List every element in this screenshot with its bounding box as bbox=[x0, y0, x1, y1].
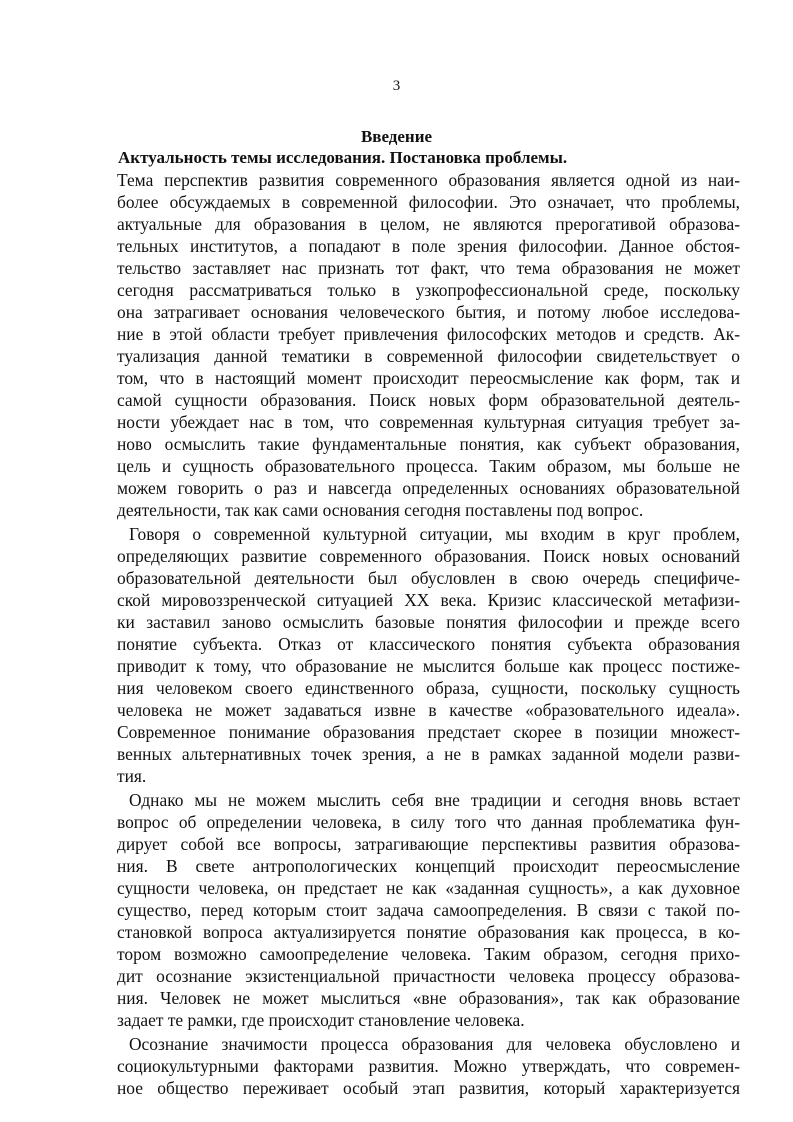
text-line: дирует собой все вопросы, затрагивающие перспективы развития образова- bbox=[117, 834, 740, 854]
text-line: приводит к тому, что образование не мыслится больше как процесс постиже- bbox=[117, 656, 740, 676]
section-heading: Введение bbox=[360, 127, 433, 146]
text-line: дит осознание экзистенциальной причастности человека процессу образова- bbox=[117, 966, 740, 986]
text-line: ное общество переживает особый этап развития, который характеризуется bbox=[117, 1078, 740, 1098]
text-line: более обсуждаемых в современной философии. Это означает, что проблемы, bbox=[117, 192, 740, 212]
text-line: понятие субъекта. Отказ от классического понятия субъекта образования bbox=[117, 634, 740, 654]
text-line: цель и сущность образовательного процесса. Таким образом, мы больше не bbox=[117, 456, 740, 476]
paragraph bbox=[117, 523, 740, 787]
text-line: становкой вопроса актуализируется понятие образования как процесса, в ко- bbox=[117, 922, 740, 942]
paragraph bbox=[117, 789, 740, 1031]
text-line: она затрагивает основания человеческого бытия, и потому любое исследова- bbox=[117, 302, 740, 322]
text-line: Говоря о современной культурной ситуации, мы входим в круг проблем, bbox=[129, 524, 740, 544]
body-text bbox=[117, 169, 740, 1099]
text-line: Осознание значимости процесса образования для человека обусловлено и bbox=[129, 1034, 740, 1054]
text-line: тия. bbox=[117, 766, 147, 786]
text-line: ния. В свете антропологических концепций происходит переосмысление bbox=[117, 856, 740, 876]
text-line: туализация данной тематики в современной философии свидетельствует о bbox=[117, 346, 740, 366]
page-number: 3 bbox=[392, 78, 401, 94]
text-line: ново осмыслить такие фундаментальные понятия, как субъект образования, bbox=[117, 434, 740, 454]
text-line: тельство заставляет нас признать тот факт, что тема образования не может bbox=[117, 258, 740, 278]
text-line: социокультурными факторами развития. Можно утверждать, что современ- bbox=[117, 1056, 740, 1076]
text-line: вопрос об определении человека, в силу того что данная проблематика фун- bbox=[117, 812, 740, 832]
text-line: ности убеждает нас в том, что современная культурная ситуация требует за- bbox=[117, 412, 740, 432]
text-line: Тема перспектив развития современного образования является одной из наи- bbox=[117, 170, 740, 190]
text-line: существо, перед которым стоит задача самоопределения. В связи с такой по- bbox=[117, 900, 740, 920]
text-line: актуальные для образования в целом, не являются прерогативой образова- bbox=[117, 214, 740, 234]
paragraph bbox=[117, 169, 740, 521]
text-line: сущности человека, он предстает не как «заданная сущность», а как духовное bbox=[117, 878, 740, 898]
text-line: самой сущности образования. Поиск новых форм образовательной деятель- bbox=[117, 390, 740, 410]
text-line: ки заставил заново осмыслить базовые понятия философии и прежде всего bbox=[117, 612, 740, 632]
text-line: ния. Человек не может мыслиться «вне образования», так как образование bbox=[117, 988, 740, 1008]
text-line: сегодня рассматриваться только в узкопрофессиональной среде, поскольку bbox=[117, 280, 740, 300]
text-line: образовательной деятельности был обусловлен в свою очередь специфиче- bbox=[117, 568, 740, 588]
text-line: можем говорить о раз и навсегда определенных основаниях образовательной bbox=[117, 478, 740, 498]
text-line: деятельности, так как сами основания сегодня поставлены под вопрос. bbox=[117, 500, 644, 520]
text-line: Однако мы не можем мыслить себя вне традиции и сегодня вновь встает bbox=[129, 790, 740, 810]
text-line: тельных институтов, а попадают в поле зрения философии. Данное обстоя- bbox=[117, 236, 740, 256]
text-line: венных альтернативных точек зрения, а не в рамках заданной модели разви- bbox=[117, 744, 740, 764]
paragraph bbox=[117, 1033, 740, 1099]
text-line: задает те рамки, где происходит становление человека. bbox=[117, 1010, 525, 1030]
text-line: тором возможно самоопределение человека. Таким образом, сегодня прихо- bbox=[117, 944, 740, 964]
section-subheading: Актуальность темы исследования. Постановка проблемы. bbox=[118, 148, 568, 167]
text-line: Современное понимание образования предстает скорее в позиции множест- bbox=[117, 722, 740, 742]
text-line: том, что в настоящий момент происходит переосмысление как форм, так и bbox=[117, 368, 740, 388]
text-line: человека не может задаваться извне в качестве «образовательного идеала». bbox=[117, 700, 740, 720]
text-line: ской мировоззренческой ситуацией XX века. Кризис классической метафизи- bbox=[117, 590, 740, 610]
text-line: определяющих развитие современного образования. Поиск новых оснований bbox=[117, 546, 740, 566]
text-line: ние в этой области требует привлечения философских методов и средств. Ак- bbox=[117, 324, 740, 344]
text-line: ния человеком своего единственного образа, сущности, поскольку сущность bbox=[117, 678, 740, 698]
